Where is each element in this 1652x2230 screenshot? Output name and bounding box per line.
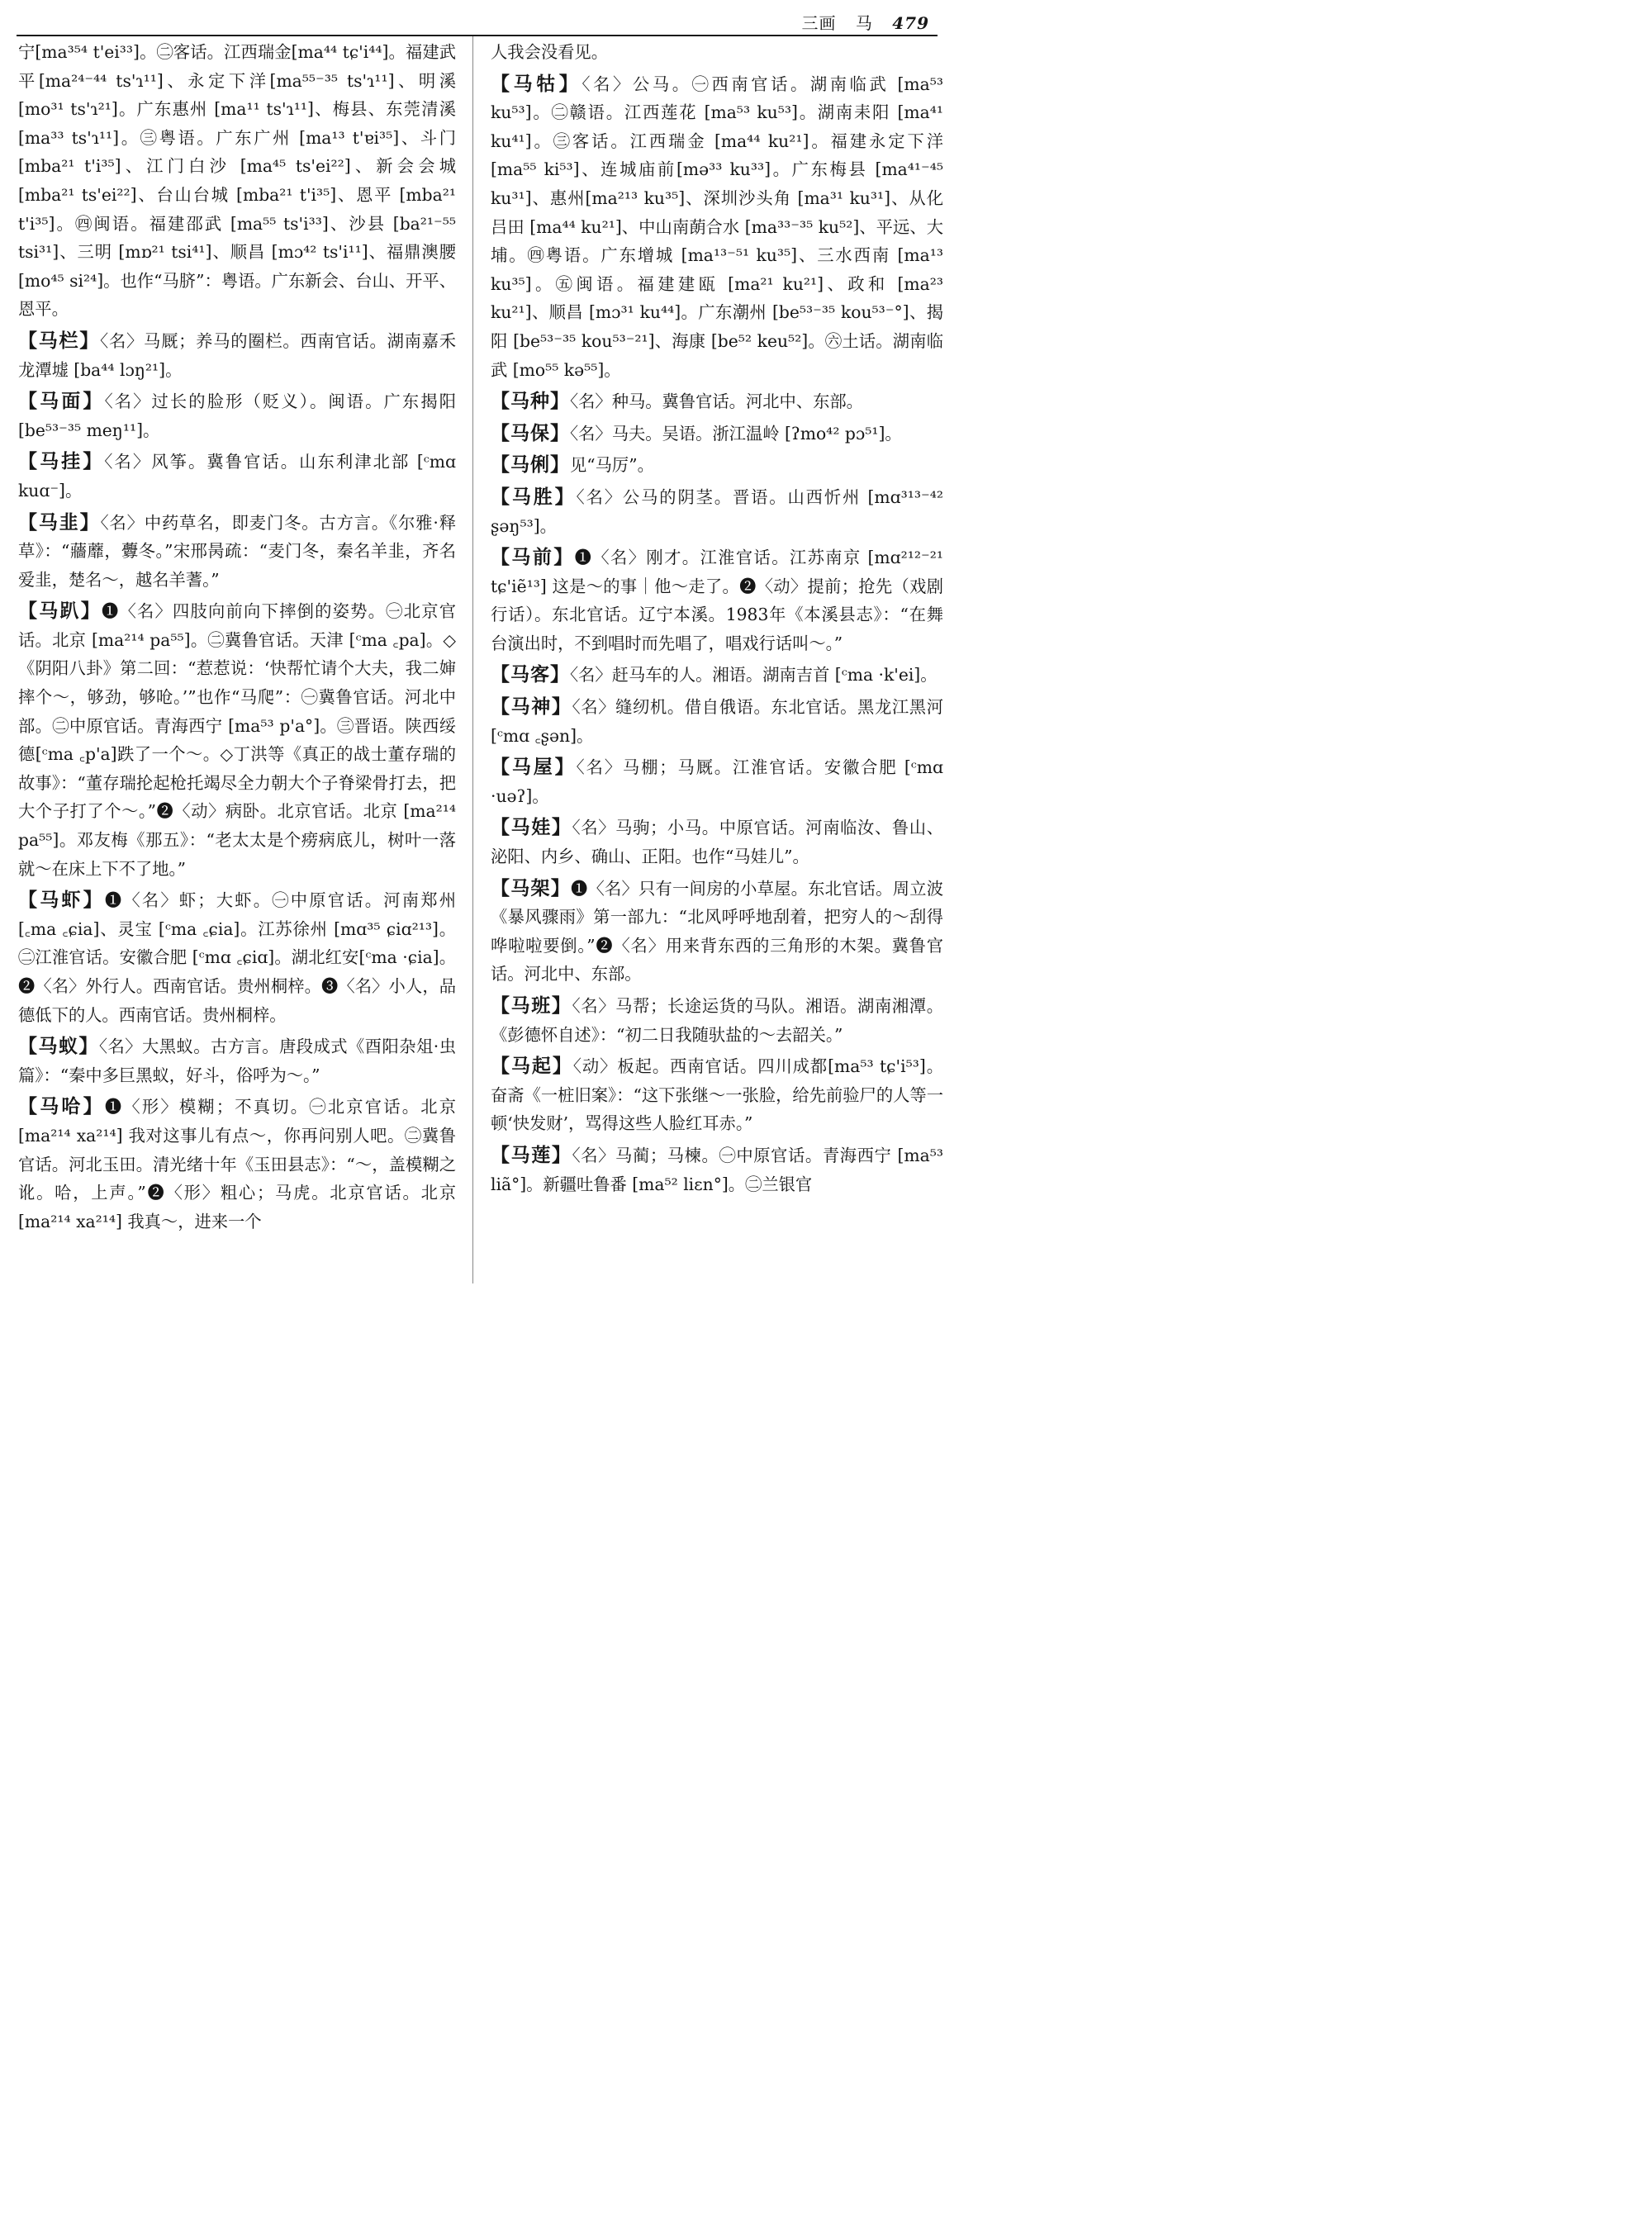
entry-headword: 【马起】	[491, 1055, 573, 1078]
entry-headword: 【马架】	[491, 876, 571, 899]
entry-definition: 〈名〉赶马车的人。湘语。湖南吉首 [ᶜma ·k'ei]。	[570, 665, 938, 686]
page-number: 479	[892, 13, 929, 33]
dictionary-entry	[18, 1093, 456, 1236]
entry-headword: 【马胜】	[491, 485, 577, 508]
entry-definition: 〈名〉马棚；马厩。江淮官话。安徽合肥 [ᶜmɑ ·uəʔ]。	[491, 757, 943, 806]
entry-headword: 【马哈】	[18, 1095, 105, 1118]
entry-headword: 【马前】	[491, 546, 575, 569]
entry-headword: 【马趴】	[18, 600, 102, 623]
dictionary-entry	[18, 387, 456, 444]
dictionary-entry	[491, 543, 943, 657]
dictionary-entry	[491, 483, 943, 540]
entry-definition: ❶〈形〉模糊；不真切。㊀北京官话。北京 [ma²¹⁴ xa²¹⁴] 我对这事儿有点～，你再问别人吧。㊁冀鲁官话。河北玉田。清光绪十年《玉田县志》：“～，盖模糊之讹。哈，上声。”❷〈形〉粗心；马虎。北京官话。北京 [ma²¹⁴ xa²¹⁴] 我真～，进来一个	[18, 1097, 456, 1231]
entry-headword: 【马栏】	[18, 329, 101, 352]
entry-headword: 【马俐】	[491, 453, 570, 477]
entry-headword: 【马娃】	[491, 816, 572, 839]
entry-definition: 宁[ma³⁵⁴ t'ei³³]。㊁客话。江西瑞金[ma⁴⁴ tɕ'i⁴⁴]。福建武平[ma²⁴⁻⁴⁴ ts'ɿ¹¹]、永定下洋[ma⁵⁵⁻³⁵ ts'ɿ¹¹]、明溪 [mo³¹ ts'ɿ²¹]。广东惠州 [ma¹¹ ts'ɿ¹¹]、梅县、东莞清溪 [ma³³ ts'ɿ¹¹]。㊂粤语。广东广州 [ma¹³ t'ɐi³⁵]、斗门 [mba²¹ t'i³⁵]、江门白沙 [ma⁴⁵ ts'ei²²]、新会会城 [mba²¹ ts'ei²²]、台山台城 [mba²¹ t'i³⁵]、恩平 [mba²¹ t'i³⁵]。㊃闽语。福建邵武 [ma⁵⁵ ts'i³³]、沙县 [ba²¹⁻⁵⁵ tsi³¹]、三明 [mɒ²¹ tsi⁴¹]、顺昌 [mɔ⁴² ts'i¹¹]、福鼎澳腰[mo⁴⁵ si²⁴]。也作“马脐”：粤语。广东新会、台山、开平、恩平。	[18, 42, 456, 320]
entry-definition: ❶〈名〉只有一间房的小草屋。东北官话。周立波《暴风骤雨》第一部九：“北风呼呼地刮着，把穷人的～刮得哗啦啦要倒。”❷〈名〉用来背东西的三角形的木架。冀鲁官话。河北中、东部。	[491, 878, 943, 985]
entry-definition: ❶〈名〉刚才。江淮官话。江苏南京 [mɑ²¹²⁻²¹ tɕ'iẽ¹³] 这是～的事｜他～走了。❷〈动〉提前；抢先（戏剧行话）。东北官话。辽宁本溪。1983年《本溪县志》：“在舞台演出时，不到唱时而先唱了，唱戏行话叫～。”	[491, 548, 944, 653]
entry-headword: 【马班】	[491, 994, 572, 1017]
dictionary-entry	[491, 661, 943, 690]
entry-definition: 〈动〉板起。西南官话。四川成都[ma⁵³ tɕ'i⁵³]。奋斋《一桩旧案》：“这下张继～一张脸，给先前验尸的人等一顿‘快发财’，骂得这些人脸红耳赤。”	[491, 1056, 944, 1134]
entry-definition: 〈名〉风筝。冀鲁官话。山东利津北部 [ᶜmɑ kuɑ⁻]。	[18, 452, 457, 501]
dictionary-entry	[491, 753, 943, 810]
entry-headword: 【马牯】	[491, 72, 582, 95]
dictionary-entry	[491, 1052, 943, 1138]
entry-headword: 【马面】	[18, 390, 105, 413]
column-divider	[472, 36, 473, 1283]
entry-headword: 【马莲】	[491, 1143, 572, 1166]
dictionary-entry	[491, 992, 943, 1049]
dictionary-entry	[18, 1032, 456, 1089]
entry-definition: 〈名〉大黑蚁。古方言。唐段成式《酉阳杂俎·虫篇》：“秦中多巨黑蚁，好斗，俗呼为～。”	[18, 1037, 456, 1085]
dictionary-entry	[491, 387, 943, 416]
entry-headword: 【马虾】	[18, 889, 105, 912]
dictionary-entry	[491, 70, 943, 385]
entry-headword: 【马屋】	[491, 756, 577, 779]
entry-definition: ❶〈名〉虾；大虾。㊀中原官话。河南郑州 [꜀ma ꜀ɕia]、灵宝 [ᶜma ꜀ɕia]。江苏徐州 [mɑ³⁵ ɕiɑ²¹³]。㊁江淮官话。安徽合肥 [ᶜmɑ ꜀ɕiɑ]。湖北红安[ᶜma ·ɕia]。❷〈名〉外行人。西南官话。贵州桐梓。❸〈名〉小人，品德低下的人。西南官话。贵州桐梓。	[18, 890, 456, 1025]
entry-definition: 〈名〉马蔺；马楝。㊀中原官话。青海西宁 [ma⁵³ liã°]。新疆吐鲁番 [ma⁵² liɛn°]。㊁兰银官	[491, 1145, 943, 1194]
entry-definition: 〈名〉马厩；养马的圈栏。西南官话。湖南嘉禾龙潭墟 [ba⁴⁴ lɔŋ²¹]。	[18, 330, 457, 380]
right-column	[491, 38, 943, 1202]
entry-definition: ❶〈名〉四肢向前向下摔倒的姿势。㊀北京官话。北京 [ma²¹⁴ pa⁵⁵]。㊁冀鲁官话。天津 [ᶜma ꜀pa]。◇《阴阳八卦》第二回：“惹惹说：‘快帮忙请个大夫，我二婶摔个～，够劲，够呛。’”也作“马爬”：㊀冀鲁官话。河北中部。㊁中原官话。青海西宁 [ma⁵³ p'a°]。㊂晋语。陕西绥德[ᶜma ꜀p'a]跌了一个～。◇丁洪等《真正的战士董存瑞的故事》：“董存瑞抡起枪托竭尽全力朝大个子脊梁骨打去，把大个子打了个～。”❷〈动〉病卧。北京官话。北京 [ma²¹⁴ pa⁵⁵]。邓友梅《那五》：“老太太是个痨病底儿，树叶一落就～在床上下不了地。”	[18, 601, 456, 879]
entry-definition: 人我会没看见。	[491, 42, 608, 62]
dictionary-entry	[491, 814, 943, 871]
entry-definition: 〈名〉种马。冀鲁官话。河北中、东部。	[570, 391, 863, 412]
entry-definition: 〈名〉缝纫机。借自俄语。东北官话。黑龙江黑河[ᶜmɑ ꜀ʂən]。	[491, 697, 944, 746]
entry-definition: 〈名〉过长的脸形（贬义）。闽语。广东揭阳 [be⁵³⁻³⁵ meŋ¹¹]。	[18, 391, 456, 440]
entry-definition: 见“马厉”。	[570, 455, 654, 476]
dictionary-entry	[491, 420, 943, 448]
dictionary-entry	[18, 38, 456, 324]
entry-headword: 【马韭】	[18, 510, 101, 534]
dictionary-entry	[491, 875, 943, 989]
dictionary-entry	[491, 1141, 943, 1198]
entry-headword: 【马种】	[491, 390, 570, 413]
entry-headword: 【马挂】	[18, 450, 105, 473]
entry-definition: 〈名〉马驹；小马。中原官话。河南临汝、鲁山、泌阳、内乡、确山、正阳。也作“马娃儿”。	[491, 818, 944, 867]
dictionary-entry	[18, 886, 456, 1029]
dictionary-entry	[491, 38, 943, 67]
radical-label: 马	[855, 13, 873, 33]
entry-headword: 【马神】	[491, 695, 572, 719]
entry-definition: 〈名〉中药草名，即麦门冬。古方言。《尔雅·释草》：“蘠蘼，虋冬。”宋邢昺疏：“麦门冬，秦名羊韭，齐名爱韭，楚名～，越名羊蓍。”	[18, 512, 456, 590]
dictionary-entry	[18, 597, 456, 883]
running-head	[802, 10, 929, 34]
entry-definition: 〈名〉马帮；长途运货的马队。湘语。湖南湘潭。《彭德怀自述》：“初二日我随驮盐的～去韶关。”	[491, 996, 944, 1045]
left-column	[18, 38, 456, 1239]
page-header	[17, 7, 938, 36]
section-label: 三画	[801, 13, 837, 33]
entry-definition: 〈名〉公马。㊀西南官话。湖南临武 [ma⁵³ ku⁵³]。㊁赣语。江西莲花 [ma⁵³ ku⁵³]。湖南耒阳 [ma⁴¹ ku⁴¹]。㊂客话。江西瑞金 [ma⁴⁴ ku²¹]。福建永定下洋 [ma⁵⁵ ki⁵³]、连城庙前[mə³³ ku³³]。广东梅县 [ma⁴¹⁻⁴⁵ ku³¹]、惠州[ma²¹³ ku³⁵]、深圳沙头角 [ma³¹ ku³¹]、从化吕田 [ma⁴⁴ ku²¹]、中山南蓢合水 [ma³³⁻³⁵ ku⁵²]、平远、大埔。㊃粤语。广东增城 [ma¹³⁻⁵¹ ku³⁵]、三水西南 [ma¹³ ku³⁵]。㊄闽语。福建建瓯 [ma²¹ ku²¹]、政和 [ma²³ ku²¹]、顺昌 [mɔ³¹ ku⁴⁴]。广东潮州 [be⁵³⁻³⁵ kou⁵³⁻°]、揭阳 [be⁵³⁻³⁵ kou⁵³⁻²¹]、海康 [be⁵² keu⁵²]。㊅土话。湖南临武 [mo⁵⁵ kə⁵⁵]。	[491, 74, 943, 380]
entry-headword: 【马保】	[491, 421, 570, 444]
entry-headword: 【马客】	[491, 663, 570, 686]
entry-definition: 〈名〉公马的阴茎。晋语。山西忻州 [mɑ³¹³⁻⁴² ʂəŋ⁵³]。	[491, 486, 943, 536]
dictionary-entry	[491, 693, 943, 750]
dictionary-entry	[18, 448, 456, 505]
dictionary-entry	[491, 451, 943, 480]
entry-definition: 〈名〉马夫。吴语。浙江温岭 [ʔmo⁴² pɔ⁵¹]。	[570, 423, 902, 444]
entry-headword: 【马蚁】	[18, 1035, 99, 1058]
dictionary-entry	[18, 327, 456, 384]
dictionary-entry	[18, 509, 456, 595]
